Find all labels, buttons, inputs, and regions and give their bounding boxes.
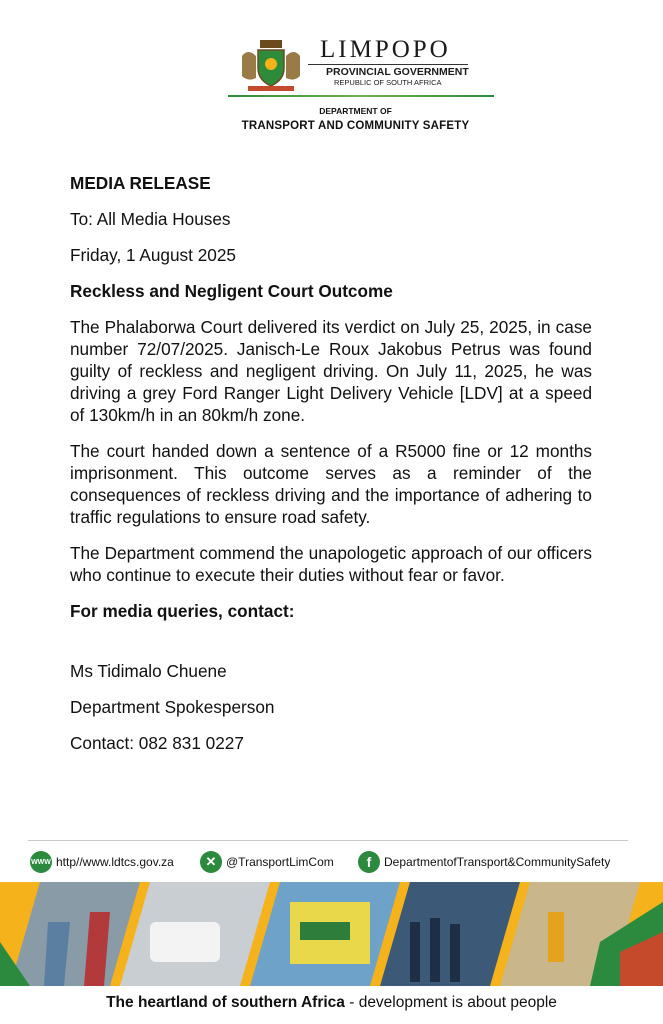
contact-phone: Contact: 082 831 0227	[70, 733, 244, 753]
release-title: Reckless and Negligent Court Outcome	[70, 281, 393, 301]
photo-collage	[0, 882, 663, 986]
brand-subtitle-2: REPUBLIC OF SOUTH AFRICA	[334, 78, 442, 87]
twitter-link[interactable]	[200, 851, 334, 873]
header-divider	[228, 95, 494, 97]
release-heading: MEDIA RELEASE	[70, 173, 211, 193]
release-paragraph: The court handed down a sentence of a R5000 fine or 12 months imprisonment. This outcome serves as a reminder of the consequences of reckless driving and the importance of adhering to traffic regulations to ensure road safety.	[70, 441, 592, 527]
letterhead	[0, 0, 663, 160]
website-link[interactable]	[30, 851, 174, 873]
slogan-rest: - development is about people	[344, 994, 557, 1011]
www-icon: WWW	[30, 851, 52, 873]
twitter-handle: @TransportLimCom	[226, 855, 334, 869]
facebook-page: DepartmentofTransport&CommunitySafety	[384, 855, 611, 869]
department-name: TRANSPORT AND COMMUNITY SAFETY	[241, 120, 470, 132]
facebook-link[interactable]	[358, 851, 610, 873]
release-paragraph: The Department commend the unapologetic approach of our officers who continue to execute their duties without fear or favor.	[70, 543, 592, 585]
coat-of-arms-icon	[238, 36, 304, 94]
footer-slogan	[0, 994, 663, 1012]
release-date: Friday, 1 August 2025	[70, 245, 236, 265]
contact-name: Ms Tidimalo Chuene	[70, 661, 227, 681]
slogan-bold: The heartland of southern Africa	[106, 994, 345, 1011]
contact-role: Department Spokesperson	[70, 697, 275, 717]
footer-divider	[28, 840, 628, 841]
photo-banner	[0, 882, 663, 986]
release-paragraph: The Phalaborwa Court delivered its verdict on July 25, 2025, in case number 72/07/2025. Janisch-Le Roux Jakobus Petrus was found guilty of reckless and negligent driving. On July 11, 2025, he was driving a grey Ford Ranger Light Delivery Vehicle [LDV] at a speed of 130km/h in an 80km/h zone.	[70, 317, 592, 425]
x-twitter-icon: ✕	[200, 851, 222, 873]
brand-divider	[308, 64, 468, 65]
brand-subtitle: PROVINCIAL GOVERNMENT	[326, 66, 469, 78]
department-of-label: DEPARTMENT OF	[319, 106, 392, 116]
release-recipient: To: All Media Houses	[70, 209, 231, 229]
facebook-icon: f	[358, 851, 380, 873]
website-text: http//www.ldtcs.gov.za	[56, 855, 174, 869]
media-release-body	[70, 172, 592, 754]
contact-heading: For media queries, contact:	[70, 601, 295, 621]
brand-title: LIMPOPO	[320, 36, 451, 63]
